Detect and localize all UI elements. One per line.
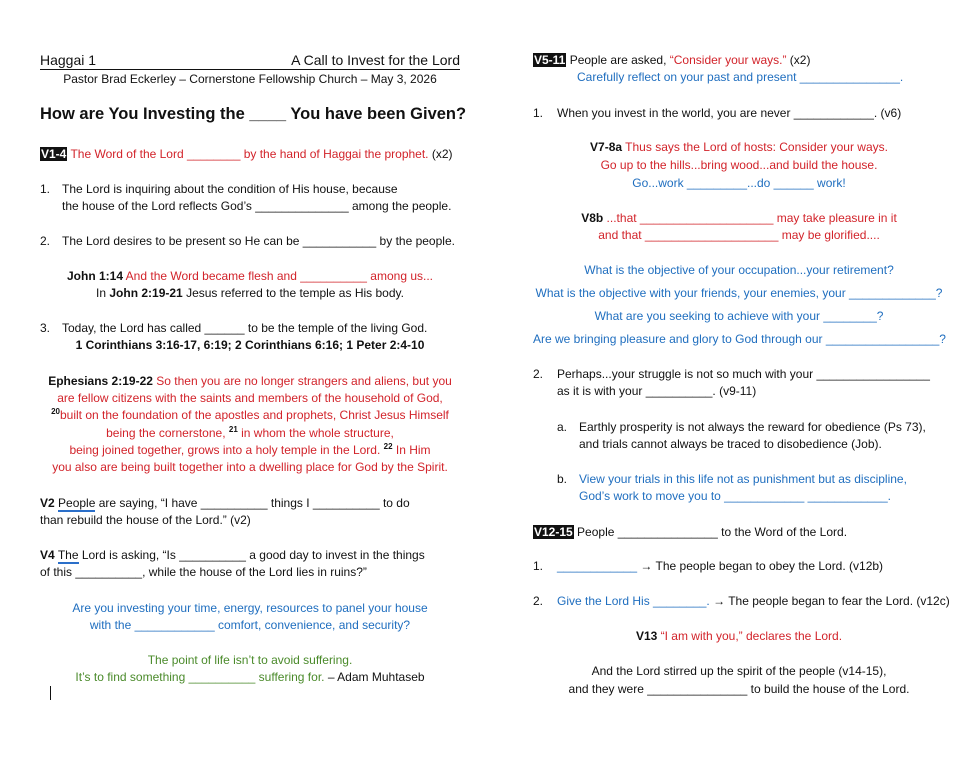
response-2: 2. Give the Lord His ________. → The people began to fear the Lord. (v12c) — [533, 594, 950, 608]
question-line2: with the ____________ comfort, convenience, and security? — [89, 618, 411, 632]
ephesians-line1: Ephesians 2:19-22 So then you are no longer strangers and aliens, but you — [48, 374, 452, 388]
section-v2-line2: than rebuild the house of the Lord.” (v2) — [40, 513, 251, 527]
sermon-title: A Call to Invest for the Lord — [291, 52, 460, 68]
ephesians-line4: being the cornerstone, $^{21}$ in whom the whole structure, — [106, 425, 394, 440]
point-1-line2: the house of the Lord reflects God’s ______________ among the people. — [62, 199, 452, 213]
v5-11-sub: Carefully reflect on your past and present _______________. — [577, 70, 904, 84]
ephesians-line2: are fellow citizens with the saints and members of the household of God, — [57, 391, 443, 405]
byline: Pastor Brad Eckerley – Cornerstone Fellowship Church – May 3, 2026 — [63, 72, 437, 86]
v7-8a-line2: Go up to the hills...bring wood...and build the house. — [600, 158, 878, 172]
ephesians-line3: $^{20}$built on the foundation of the apostles and prophets, Christ Jesus Himself — [51, 407, 449, 422]
series-title: Haggai 1 — [40, 52, 97, 68]
point-2: 2. The Lord desires to be present so He can be ___________ by the people. — [40, 234, 455, 248]
quote-line1: The point of life isn’t to avoid suffering. — [147, 653, 353, 667]
verse-text: The Word of the Lord ________ by the hand of Haggai the prophet. — [67, 147, 429, 161]
right-point-2-line2: as it is with your __________. (v9-11) — [557, 384, 757, 398]
right-point-1: 1. When you invest in the world, you are never ____________. (v6) — [533, 106, 902, 120]
ephesians-line6: you also are being built together into a dwelling place for God by the Spirit. — [52, 460, 448, 474]
v8b-line1: V8b ...that ____________________ may take pleasure in it — [581, 211, 897, 225]
main-title: How are You Investing the ____ You have been Given? — [40, 105, 467, 123]
right-point-2: 2. Perhaps...your struggle is not so much with your _________________ — [533, 367, 930, 381]
section-v1-4 — [40, 146, 460, 162]
john-quote: John 1:14 And the Word became flesh and __________ among us... — [66, 269, 433, 283]
sub-point-a-line2: and trials cannot always be traced to disobedience (Job). — [579, 437, 882, 451]
section-v2: V2 People are saying, “I have __________ things I __________ to do — [40, 496, 410, 510]
sub-point-b-line2: God’s work to move you to ____________ ____________. — [579, 489, 892, 503]
closing-line1: And the Lord stirred up the spirit of the people (v14-15), — [591, 664, 887, 678]
verse-tag: V1-4 — [41, 147, 67, 161]
v7-8a-line3: Go...work _________...do ______ work! — [632, 176, 846, 190]
response-1: 1. ____________ → The people began to obey the Lord. (v12b) — [533, 559, 884, 573]
quote-line2: It’s to find something __________ suffering for. – Adam Muhtaseb — [75, 670, 425, 684]
section-v4-line2: of this __________, while the house of the Lord lies in ruins?” — [40, 565, 367, 579]
objective-question-2: What is the objective with your friends, your enemies, your _____________? — [535, 286, 943, 300]
closing-line2: and they were _______________ to build the house of the Lord. — [568, 682, 910, 696]
ephesians-line5: being joined together, grows into a holy temple in the Lord. $^{22}$ In Him — [69, 442, 431, 457]
point-3: 3. Today, the Lord has called ______ to be the temple of the living God. — [40, 321, 428, 335]
objective-question-4: Are we bringing pleasure and glory to God through our _________________? — [533, 332, 946, 346]
sub-point-b: b. View your trials in this life not as punishment but as discipline, — [557, 472, 907, 486]
section-v5-11: V5-11 People are asked, “Consider your ways.” (x2) — [534, 53, 811, 67]
point-1: 1. The Lord is inquiring about the condition of His house, because — [40, 182, 398, 196]
v13-line: V13 “I am with you,” declares the Lord. — [635, 629, 843, 643]
text-cursor — [50, 686, 51, 700]
right-page — [533, 0, 950, 757]
section-v12-15: V12-15 People _______________ to the Word of the Lord. — [534, 525, 848, 539]
v7-8a-line1: V7-8a Thus says the Lord of hosts: Consider your ways. — [590, 140, 888, 154]
objective-question-3: What are you seeking to achieve with your ________? — [594, 309, 884, 323]
v8b-line2: and that ____________________ may be glorified.... — [598, 228, 880, 242]
header-line — [40, 52, 460, 70]
section-v4: V4 The Lord is asking, “Is __________ a good day to invest in the things — [40, 548, 425, 562]
john-reference: In John 2:19-21 Jesus referred to the temple as His body. — [96, 286, 404, 300]
point-3-refs: 1 Corinthians 3:16-17, 6:19; 2 Corinthians 6:16; 1 Peter 2:4-10 — [75, 338, 425, 352]
verse-suffix: (x2) — [428, 147, 453, 161]
left-page — [40, 0, 467, 757]
objective-question-1: What is the objective of your occupation...your retirement? — [584, 263, 894, 277]
sub-point-a: a. Earthly prosperity is not always the reward for obedience (Ps 73), — [557, 420, 926, 434]
question-line1: Are you investing your time, energy, resources to panel your house — [72, 601, 428, 615]
